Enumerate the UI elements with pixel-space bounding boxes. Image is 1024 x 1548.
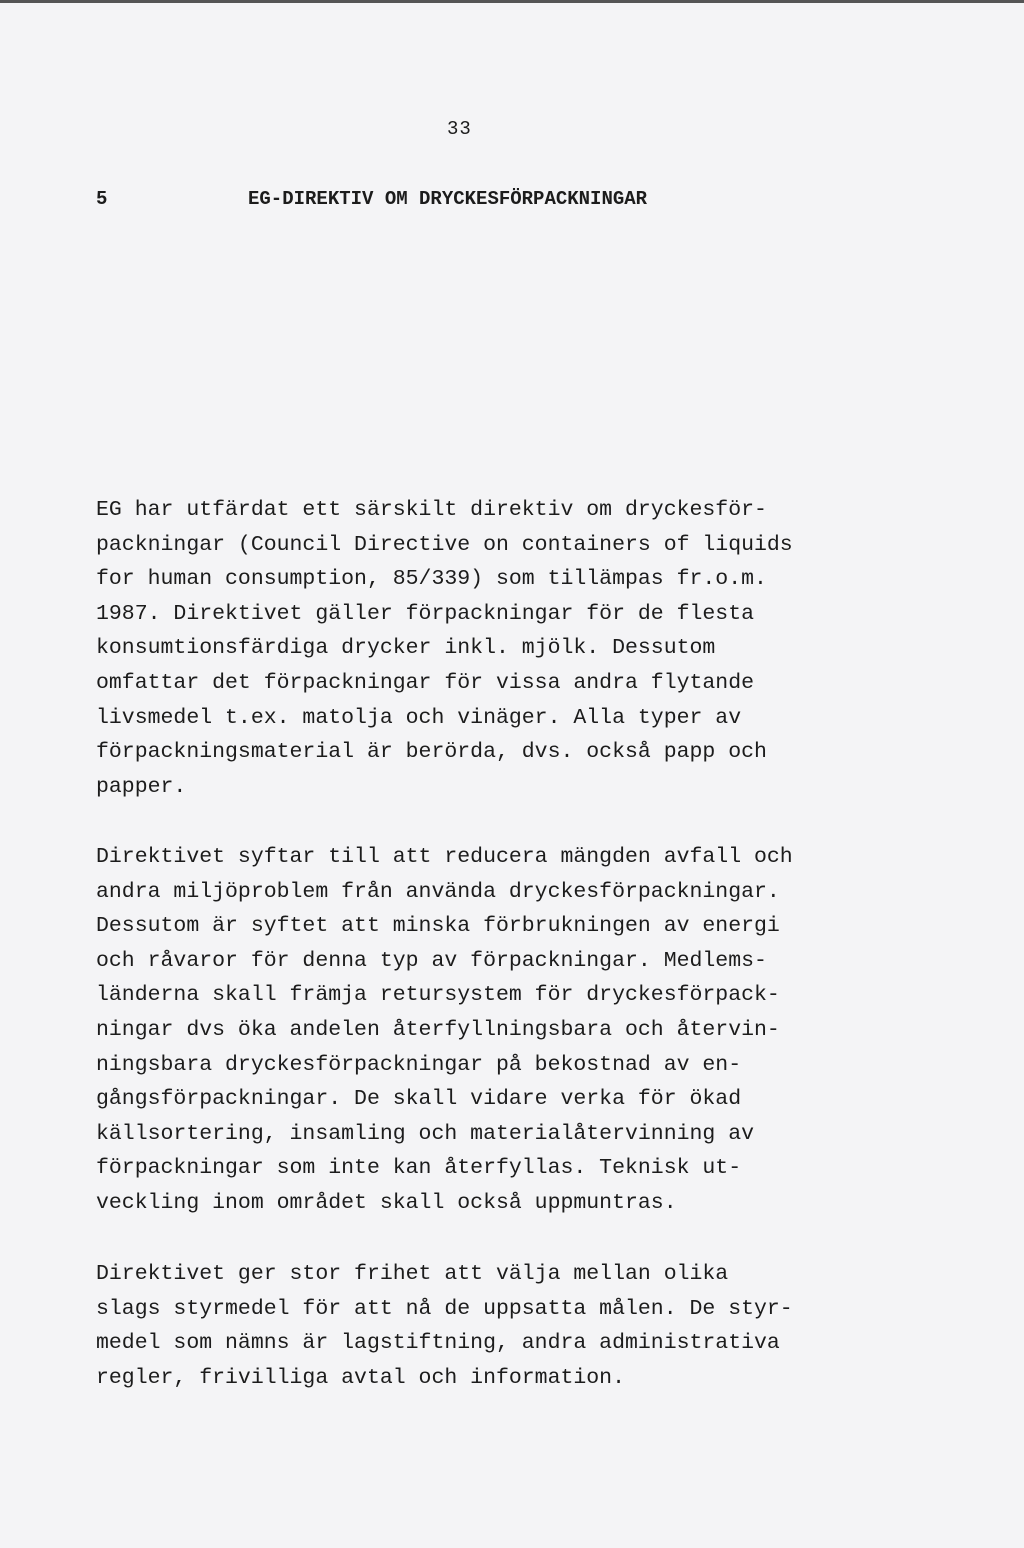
- paragraph-2: [96, 840, 916, 1221]
- paragraph-line: livsmedel t.ex. matolja och vinäger. Alla typer av: [96, 705, 742, 730]
- paragraph-line: packningar (Council Directive on containers of liquids: [96, 532, 793, 557]
- paragraph-3: [96, 1257, 916, 1395]
- section-heading: [96, 188, 856, 210]
- section-title: EG-DIREKTIV OM DRYCKESFÖRPACKNINGAR: [248, 188, 648, 210]
- paragraph-line: veckling inom området skall också uppmuntras.: [96, 1190, 677, 1215]
- paragraph-line: Direktivet syftar till att reducera mängden avfall och: [96, 845, 793, 869]
- paragraph-line: Direktivet ger stor frihet att välja mellan olika: [96, 1262, 729, 1286]
- paragraph-line: 1987. Direktivet gäller förpackningar för de flesta: [96, 601, 755, 626]
- page-number: 33: [447, 118, 472, 140]
- paragraph-line: konsumtionsfärdiga drycker inkl. mjölk. Dessutom: [96, 636, 716, 661]
- paragraph-1: [96, 493, 916, 804]
- paragraph-line: regler, frivilliga avtal och information.: [96, 1365, 625, 1390]
- paragraph-line: andra miljöproblem från använda dryckesförpackningar.: [96, 879, 780, 904]
- paragraph-line: gångsförpackningar. De skall vidare verka för ökad: [96, 1087, 742, 1112]
- paragraph-line: slags styrmedel för att nå de uppsatta målen. De styr-: [96, 1296, 793, 1321]
- paragraph-line: och råvaror för denna typ av förpackningar. Medlems-: [96, 948, 767, 973]
- paragraph-line: medel som nämns är lagstiftning, andra administrativa: [96, 1331, 780, 1356]
- paragraph-line: ningar dvs öka andelen återfyllningsbara och återvin-: [96, 1017, 780, 1042]
- paragraph-line: förpackningsmaterial är berörda, dvs. också papp och: [96, 740, 767, 765]
- paragraph-line: ningsbara dryckesförpackningar på bekostnad av en-: [96, 1052, 742, 1077]
- paragraph-line: omfattar det förpackningar för vissa andra flytande: [96, 670, 755, 695]
- paragraph-line: förpackningar som inte kan återfyllas. Teknisk ut-: [96, 1156, 742, 1181]
- paragraph-line: länderna skall främja retursystem för dryckesförpack-: [96, 983, 780, 1008]
- section-number: 5: [96, 188, 108, 210]
- paragraph-line: Dessutom är syftet att minska förbrukningen av energi: [96, 914, 780, 939]
- paragraph-line: källsortering, insamling och materialåtervinning av: [96, 1121, 755, 1146]
- paragraph-line: EG har utfärdat ett särskilt direktiv om dryckesför-: [96, 498, 767, 522]
- paragraph-line: papper.: [96, 774, 187, 799]
- paragraph-line: for human consumption, 85/339) som tillämpas fr.o.m.: [96, 567, 767, 592]
